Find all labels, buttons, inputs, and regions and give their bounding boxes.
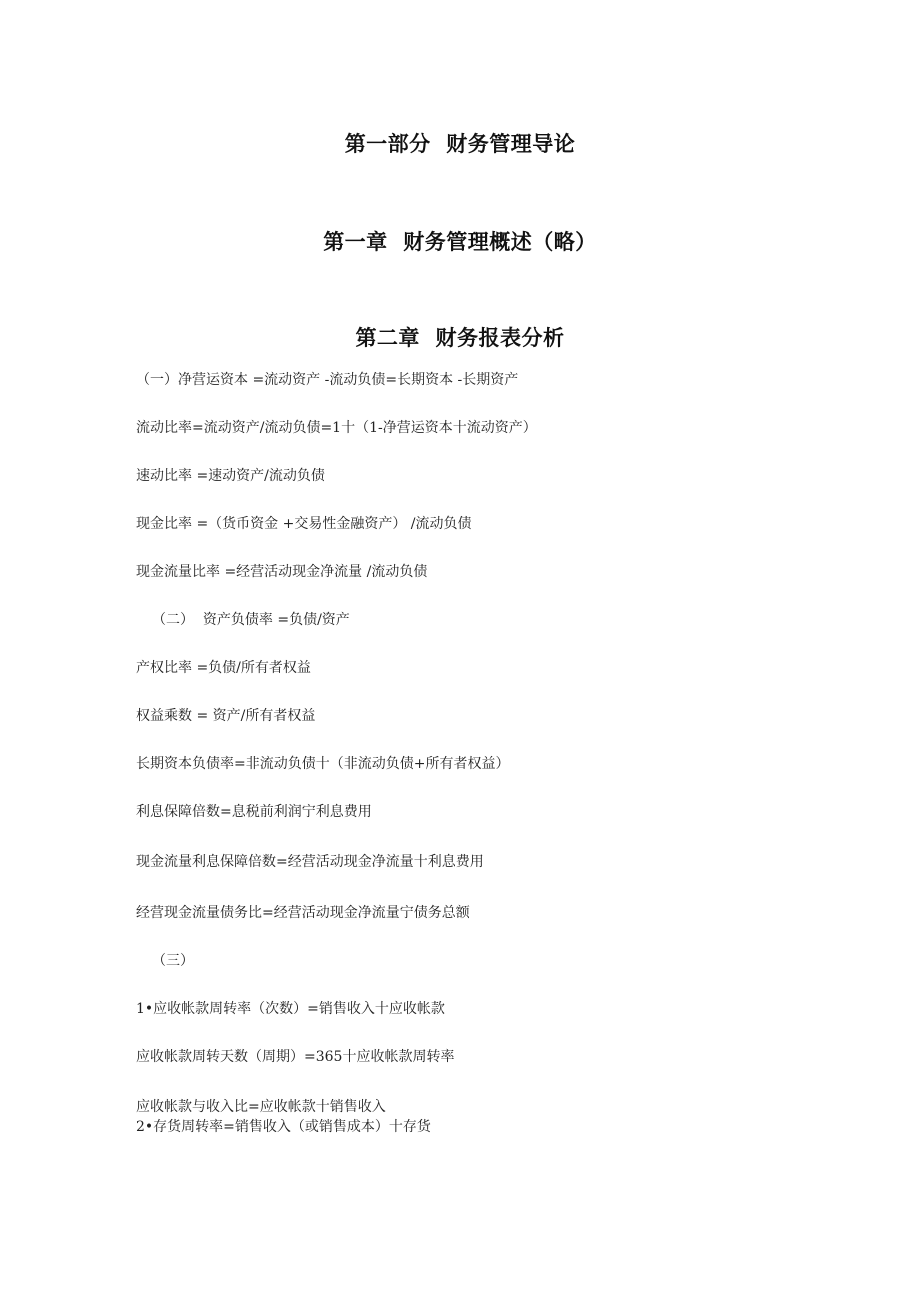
section-three-label: （三） xyxy=(152,953,194,969)
part-heading: 第一部分 财务管理导论 xyxy=(344,132,576,156)
chapter-1-heading: 第一章 财务管理概述（略） xyxy=(323,230,597,254)
formula-line: 现金比率 =（货币资金 +交易性金融资产） /流动负债 xyxy=(136,516,472,532)
formula-line: （一）净营运资本 =流动资产 -流动负债=长期资本 -长期资产 xyxy=(136,372,519,388)
formula-line: 应收帐款与收入比=应收帐款十销售收入 xyxy=(136,1099,386,1115)
formula-line: 应收帐款周转天数（周期）=365十应收帐款周转率 xyxy=(136,1049,455,1065)
formula-line: 利息保障倍数=息税前利润宁利息费用 xyxy=(136,804,372,820)
formula-line: 产权比率 =负债/所有者权益 xyxy=(136,660,311,676)
formula-line: 速动比率 =速动资产/流动负债 xyxy=(136,468,325,484)
formula-line: 1•应收帐款周转率（次数）=销售收入十应收帐款 xyxy=(136,1001,445,1017)
formula-line: 长期资本负债率=非流动负债十（非流动负债+所有者权益） xyxy=(136,756,510,772)
formula-line: 权益乘数 = 资产/所有者权益 xyxy=(136,708,316,724)
formula-line: 流动比率=流动资产/流动负债=1十（1-净营运资本十流动资产） xyxy=(136,420,537,436)
formula-line: 现金流量利息保障倍数=经营活动现金净流量十利息费用 xyxy=(136,854,484,870)
formula-line: 经营现金流量债务比=经营活动现金净流量宁债务总额 xyxy=(136,905,470,921)
chapter-2-heading: 第二章 财务报表分析 xyxy=(355,326,565,350)
section-two-line: （二） 资产负债率 =负债/资产 xyxy=(152,612,350,628)
formula-line: 2•存货周转率=销售收入（或销售成本）十存货 xyxy=(136,1119,431,1135)
formula-line: 现金流量比率 =经营活动现金净流量 /流动负债 xyxy=(136,564,428,580)
